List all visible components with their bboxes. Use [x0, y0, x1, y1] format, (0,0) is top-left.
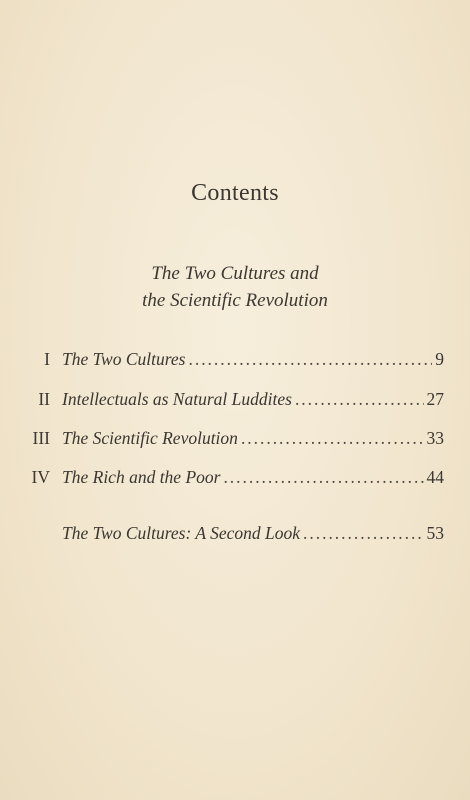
toc-page-number: 9: [435, 349, 444, 369]
toc-chapter-number: III: [32, 428, 50, 448]
toc-chapter-title: The Scientific Revolution: [62, 428, 238, 448]
toc-entry-line: [62, 523, 444, 544]
toc-dot-leader: [189, 349, 433, 370]
toc-dot-leader: [241, 428, 424, 449]
toc-chapter-number: II: [38, 389, 50, 409]
toc-entry: [0, 523, 470, 547]
toc-chapter-title: The Two Cultures: A Second Look: [62, 523, 301, 543]
toc-entry-line: [62, 389, 444, 410]
toc-entry: [0, 428, 470, 452]
toc-chapter-title: The Two Cultures: [62, 349, 186, 369]
toc-entry-line: [62, 349, 444, 370]
toc-dot-leader: [223, 467, 423, 488]
section-subtitle-line-2: the Scientific Revolution: [142, 290, 328, 311]
toc-chapter-title: The Rich and the Poor: [62, 467, 221, 487]
toc-entry-line: [62, 428, 444, 449]
toc-page-number: 33: [426, 428, 444, 448]
toc-dot-leader: [295, 389, 424, 410]
toc-page-number: 53: [426, 523, 444, 543]
toc-chapter-number: I: [44, 349, 50, 369]
toc-chapter-number: IV: [31, 467, 50, 487]
toc-page-number: 44: [426, 467, 444, 487]
toc-dot-leader: [303, 523, 423, 544]
toc-entry: [0, 349, 470, 373]
toc-entry-line: [62, 467, 444, 488]
toc-chapter-title: Intellectuals as Natural Luddites: [62, 389, 292, 409]
toc-entry: [0, 467, 470, 491]
section-subtitle-line-1: The Two Cultures and: [151, 263, 319, 284]
page-title: Contents: [191, 180, 279, 206]
toc-entry: [0, 389, 470, 413]
toc-page-number: 27: [426, 389, 444, 409]
